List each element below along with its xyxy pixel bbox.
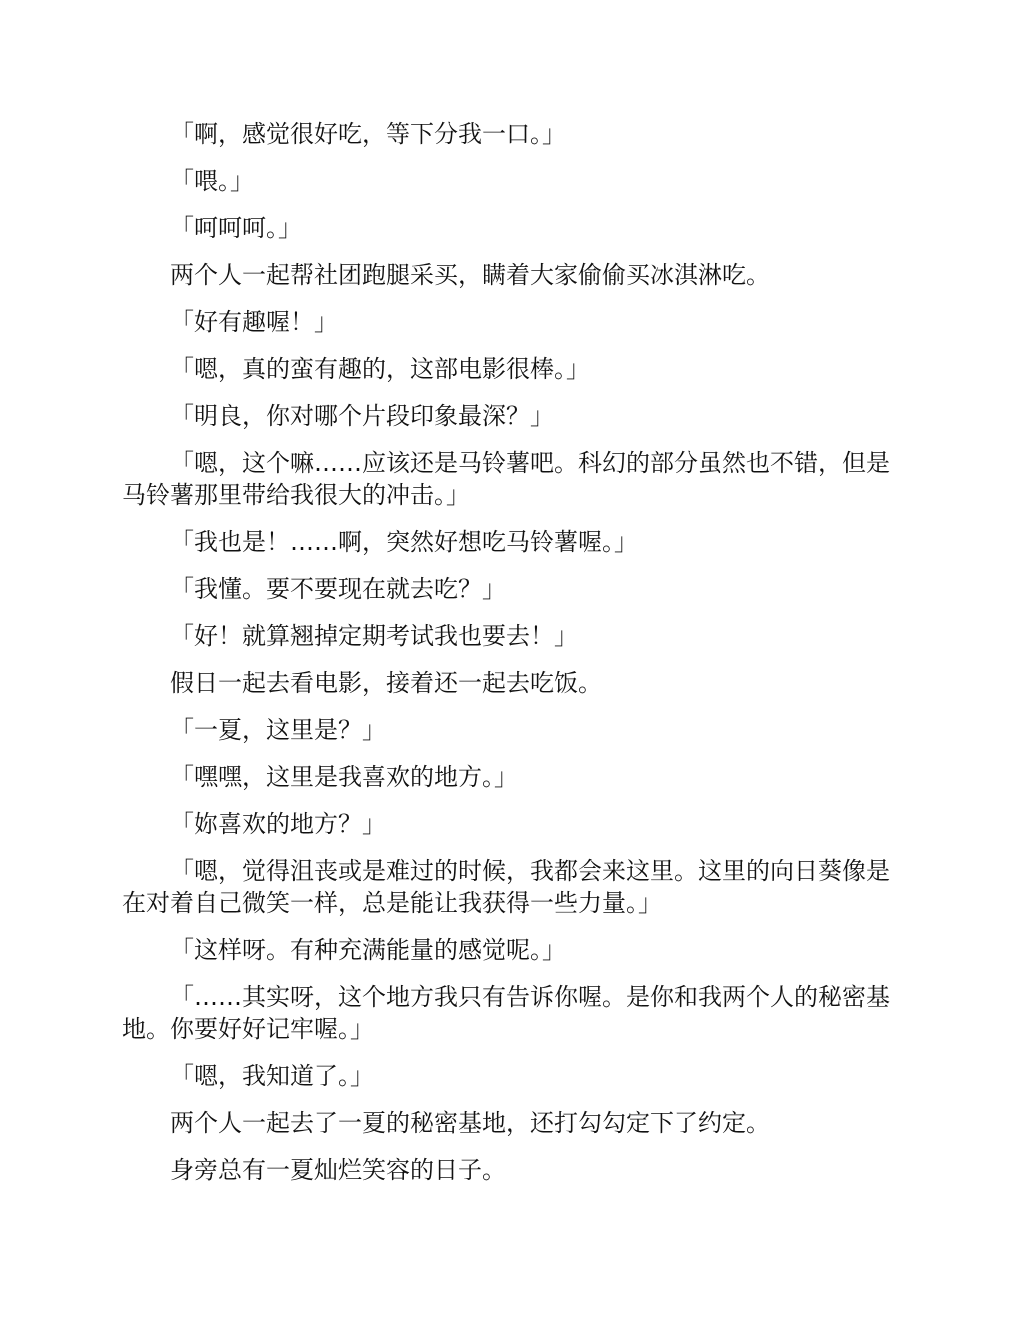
dialogue-paragraph: 「嗯，我知道了。」 (170, 1062, 374, 1090)
narration-paragraph: 假日一起去看电影，接着还一起去吃饭。 (170, 669, 602, 697)
dialogue-paragraph: 「喂。」 (170, 167, 254, 195)
dialogue-paragraph: 「呵呵呵。」 (170, 214, 302, 242)
dialogue-paragraph: 「明良，你对哪个片段印象最深？」 (170, 402, 554, 430)
narration-paragraph: 身旁总有一夏灿烂笑容的日子。 (170, 1156, 506, 1184)
dialogue-paragraph: 「一夏，这里是？」 (170, 716, 386, 744)
dialogue-paragraph: 「我懂。要不要现在就去吃？」 (170, 575, 506, 603)
narration-paragraph: 两个人一起去了一夏的秘密基地，还打勾勾定下了约定。 (170, 1109, 770, 1137)
dialogue-paragraph: 「嗯，真的蛮有趣的，这部电影很棒。」 (170, 355, 590, 383)
dialogue-paragraph: 「嗯，觉得沮丧或是难过的时候，我都会来这里。这里的向日葵像是在对着自己微笑一样，总是能让我获得一些力量。」 (122, 857, 890, 917)
narration-paragraph: 两个人一起帮社团跑腿采买，瞒着大家偷偷买冰淇淋吃。 (170, 261, 770, 289)
dialogue-paragraph: 「嘿嘿，这里是我喜欢的地方。」 (170, 763, 518, 791)
dialogue-paragraph: 「我也是！……啊，突然好想吃马铃薯喔。」 (170, 528, 638, 556)
dialogue-paragraph: 「好！就算翘掉定期考试我也要去！」 (170, 622, 578, 650)
dialogue-paragraph: 「……其实呀，这个地方我只有告诉你喔。是你和我两个人的秘密基地。你要好好记牢喔。」 (122, 983, 890, 1043)
dialogue-paragraph: 「妳喜欢的地方？」 (170, 810, 386, 838)
dialogue-paragraph: 「好有趣喔！」 (170, 308, 338, 336)
document-page (122, 118, 902, 1201)
dialogue-paragraph: 「啊，感觉很好吃，等下分我一口。」 (170, 120, 566, 148)
dialogue-paragraph: 「这样呀。有种充满能量的感觉呢。」 (170, 936, 566, 964)
dialogue-paragraph: 「嗯，这个嘛……应该还是马铃薯吧。科幻的部分虽然也不错，但是马铃薯那里带给我很大的冲击。」 (122, 449, 890, 509)
